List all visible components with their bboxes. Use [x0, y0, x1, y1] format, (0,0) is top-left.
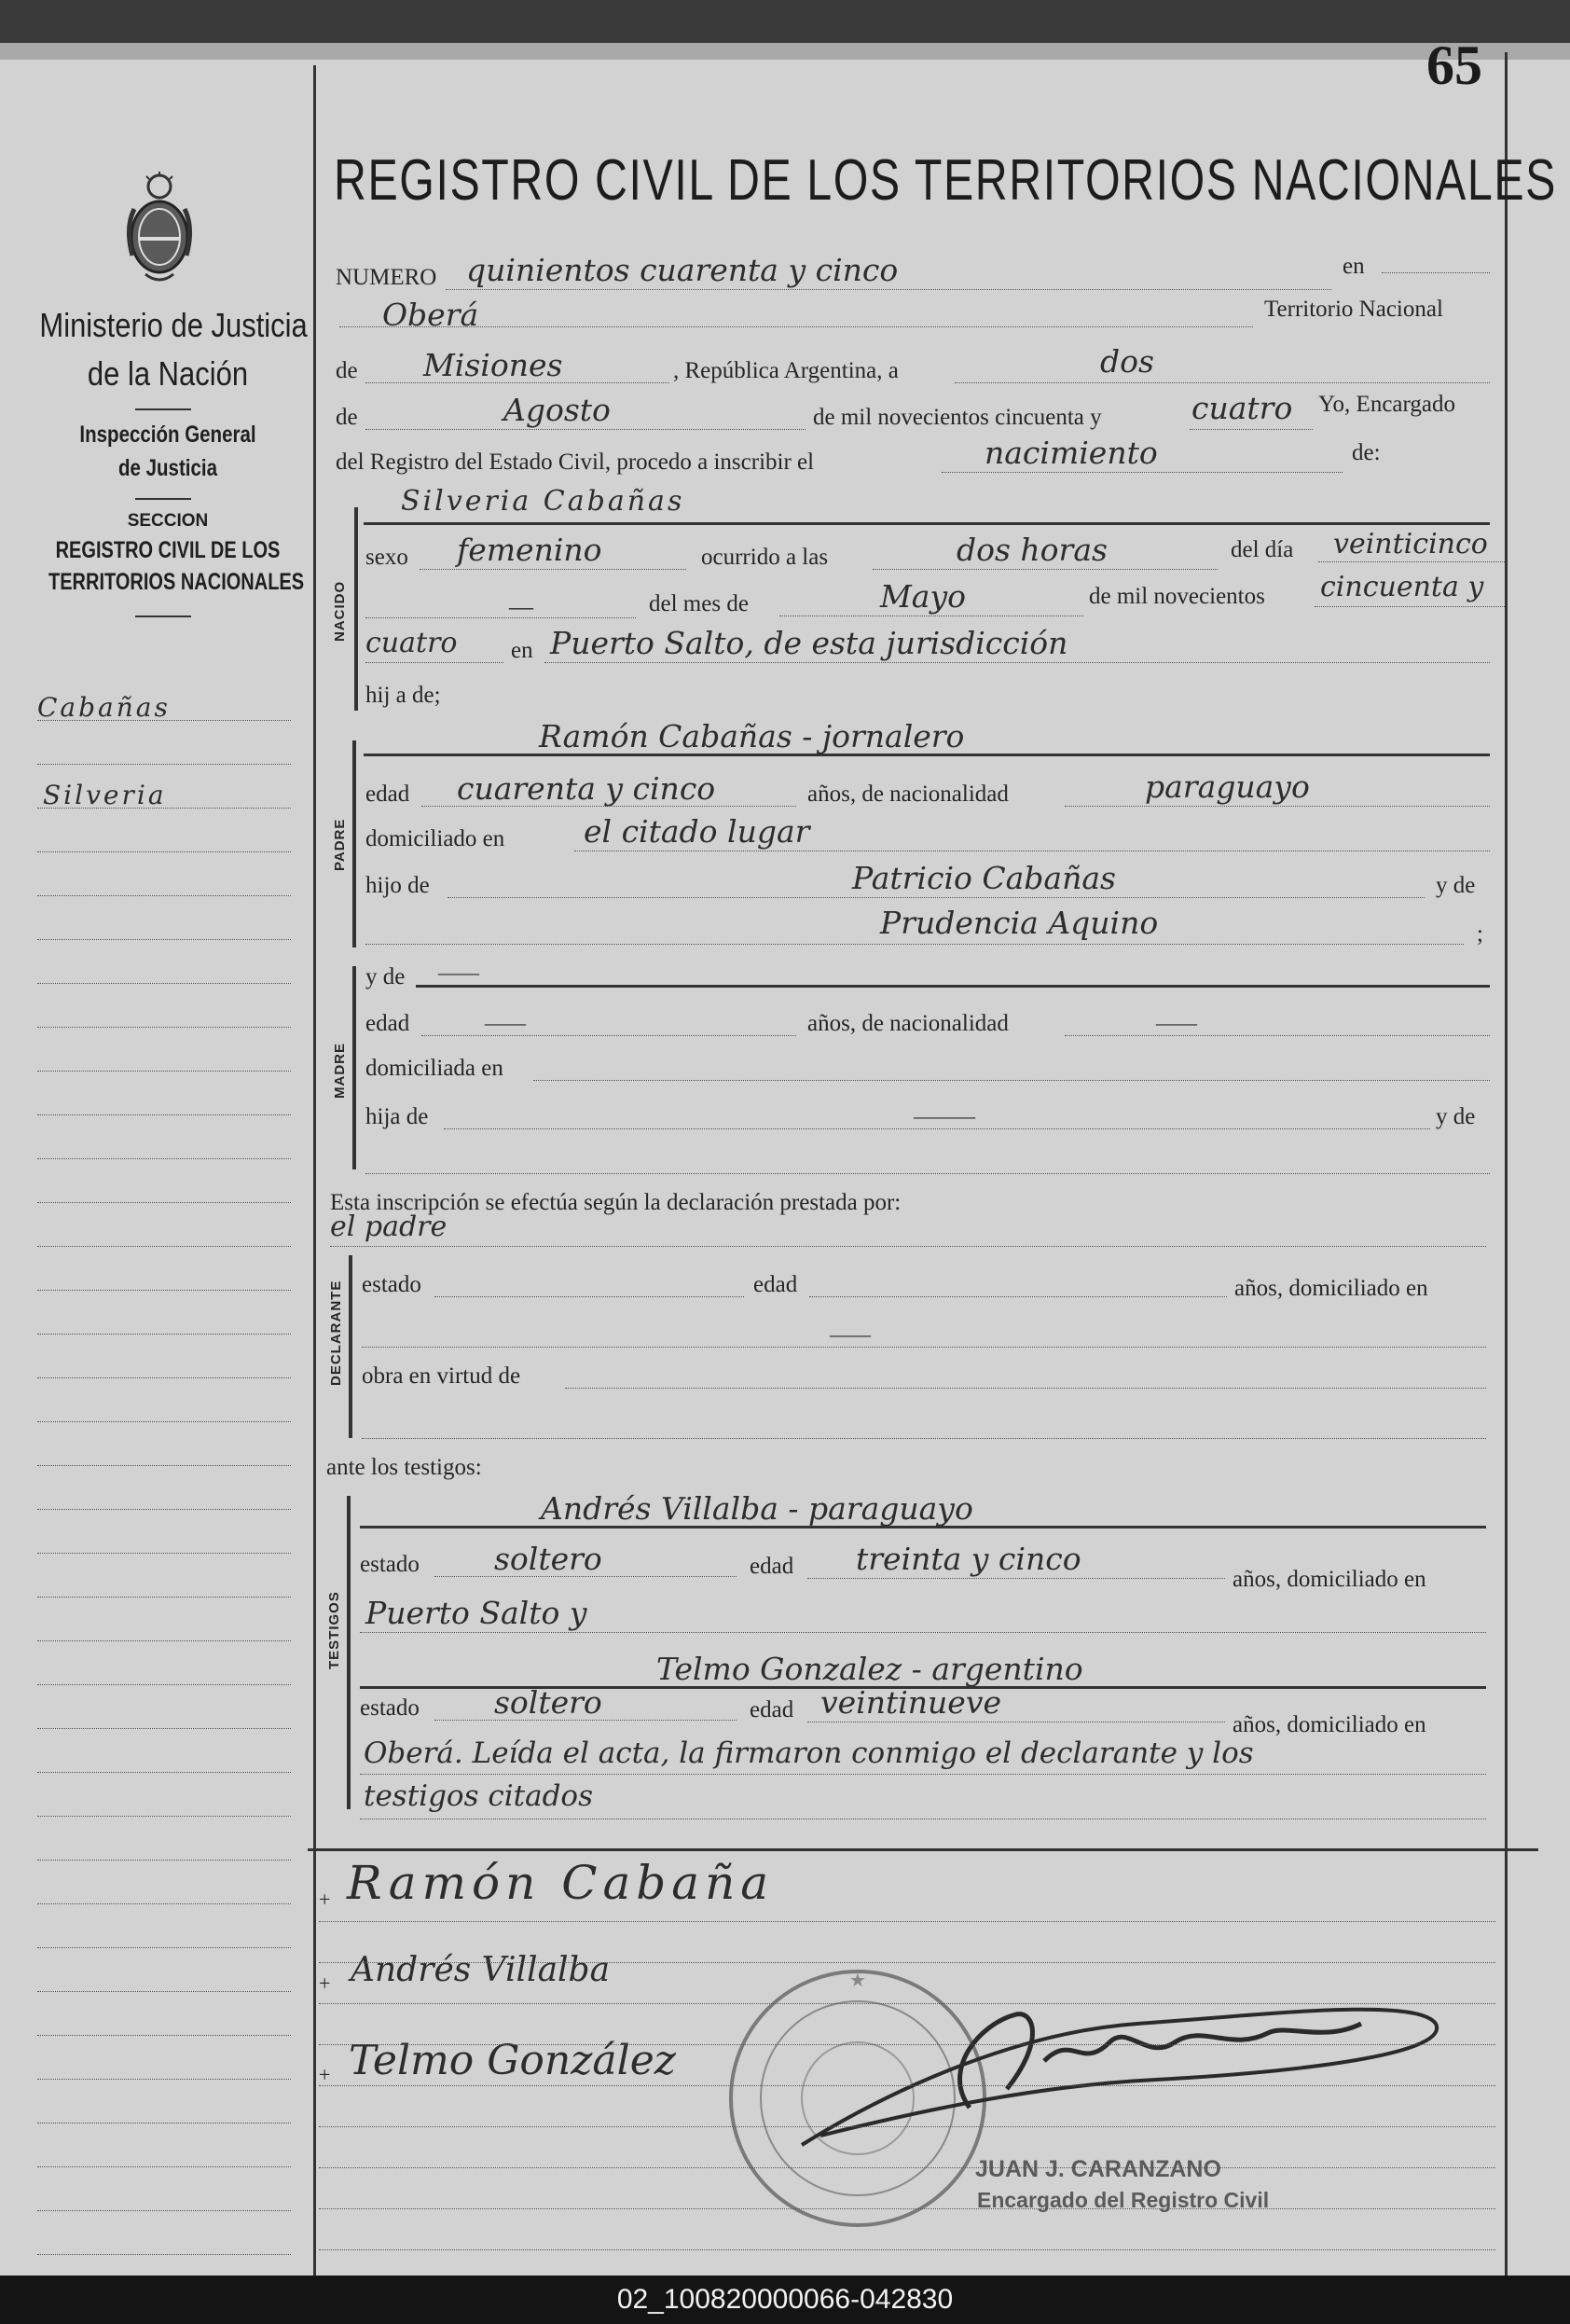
padre-label: PADRE: [332, 818, 348, 871]
dia-nac-value: veinticinco: [1333, 528, 1488, 560]
scan-identifier: 02_100820000066-042830: [0, 2276, 1570, 2324]
sidebar-ruled-line: [37, 2166, 291, 2167]
edad-label: edad: [365, 782, 410, 807]
madre-edad-line: [421, 1035, 796, 1036]
sexo-label: sexo: [365, 545, 408, 570]
signature-mark: +: [319, 2063, 331, 2086]
estado-label-3: estado: [360, 1695, 420, 1721]
padre-bracket: [352, 740, 356, 948]
yo-encargado-label: Yo, Encargado: [1318, 392, 1455, 417]
sidebar-rule: [135, 498, 191, 500]
sidebar-ruled-line: [37, 1860, 291, 1861]
sidebar-ruled-line: [37, 720, 291, 721]
anio-acta-value: cuatro: [1191, 390, 1293, 426]
anio-nac-line: [1315, 606, 1505, 607]
del-dia-label: del día: [1231, 537, 1294, 562]
testigo1-edad-value: treinta y cinco: [856, 1541, 1081, 1577]
en-label-2: en: [511, 638, 533, 663]
cierre-value-2: testigos citados: [364, 1779, 593, 1813]
sidebar-ruled-line: [37, 1728, 291, 1729]
mes-acta-line: [365, 429, 806, 430]
page-title: REGISTRO CIVIL DE LOS TERRITORIOS NACIONALES: [334, 148, 1557, 213]
edad-label-4: edad: [750, 1554, 794, 1579]
dash-mark: ——: [485, 1011, 526, 1034]
nacido-label: NACIDO: [332, 580, 348, 642]
sidebar-ruled-line: [37, 1772, 291, 1773]
testigo1-domicilio-line: [360, 1632, 1486, 1633]
territorio-label: Territorio Nacional: [1264, 297, 1443, 322]
sidebar-ruled-line: [37, 1071, 291, 1072]
dash-mark: ——: [830, 1322, 871, 1346]
dash-mark: ——: [1156, 1011, 1197, 1034]
del-mes-label: del mes de: [649, 591, 749, 616]
sidebar-ruled-line: [37, 1246, 291, 1247]
sidebar-ruled-line: [37, 1947, 291, 1948]
sidebar-ruled-line: [37, 1421, 291, 1422]
sidebar-ruled-line: [37, 1465, 291, 1466]
madre-padres-line-2: [365, 1173, 1490, 1174]
abuela-value: Prudencia Aquino: [880, 905, 1159, 941]
hora-line: [873, 569, 1218, 570]
signature-ruled-line: [319, 2044, 1495, 2045]
hora-value: dos horas: [957, 532, 1108, 568]
edad-label-3: edad: [753, 1272, 798, 1297]
declarante-side-label: DECLARANTE: [328, 1280, 344, 1386]
mil-novecientos-label: de mil novecientos cincuenta y: [813, 405, 1102, 430]
sidebar-ruled-line: [37, 1684, 291, 1685]
lugar-value: Puerto Salto, de esta jurisdicción: [550, 625, 1068, 661]
sidebar-ruled-line: [37, 1377, 291, 1378]
signature-mark: +: [319, 1971, 331, 1995]
ante-testigos-label: ante los testigos:: [326, 1455, 482, 1480]
dia-nac-line-2: [365, 617, 636, 618]
declarante-line: [330, 1246, 1486, 1247]
right-border: [1505, 52, 1508, 2276]
sidebar-ruled-line: [37, 851, 291, 852]
sidebar-ruled-line: [37, 808, 291, 809]
dia-nac-line: [1318, 561, 1505, 562]
testigos-bracket: [347, 1496, 351, 1809]
sidebar-ruled-line: [37, 1903, 291, 1904]
de-mil-novecientos-label: de mil novecientos: [1089, 584, 1265, 609]
padre-domicilio-value: el citado lugar: [584, 813, 810, 850]
sidebar-ruled-line: [37, 895, 291, 896]
page-number: 65: [1426, 35, 1482, 96]
en-label: en: [1343, 254, 1365, 279]
sidebar-ruled-line: [37, 1114, 291, 1115]
official-signature-icon: [764, 1958, 1454, 2164]
declarante-value: el padre: [330, 1210, 448, 1243]
anio-acta-line: [1190, 429, 1313, 430]
inspection-name: Inspección General: [79, 422, 256, 448]
testigo1-estado-value: soltero: [494, 1541, 602, 1577]
anio-nac-value-2: cuatro: [365, 627, 458, 659]
mes-nac-value: Mayo: [880, 578, 966, 615]
ocurrido-label: ocurrido a las: [701, 545, 829, 570]
abuela-line: [365, 944, 1464, 945]
y-de-label-3: y de: [1436, 1104, 1476, 1129]
section-name-2: TERRITORIOS NACIONALES: [48, 569, 305, 595]
y-de-label: y de: [1436, 873, 1476, 898]
sidebar-ruled-line: [37, 1290, 291, 1291]
y-de-label-2: y de: [365, 964, 406, 989]
official-title: Encargado del Registro Civil: [977, 2188, 1270, 2212]
domiciliada-label: domiciliada en: [365, 1056, 503, 1081]
semicolon-mark: ;: [1477, 921, 1483, 947]
sidebar-ruled-line: [37, 2035, 291, 2036]
madre-domicilio-line: [533, 1080, 1490, 1081]
declarante-bracket: [349, 1255, 352, 1438]
anos-domiciliado-label-2: años, domiciliado en: [1233, 1567, 1426, 1592]
padre-edad-value: cuarenta y cinco: [457, 770, 716, 807]
signature-ruled-line: [319, 1921, 1495, 1922]
padre-nombre-value: Ramón Cabañas - jornalero: [539, 718, 965, 754]
signature-father: Ramón Cabaña: [347, 1856, 775, 1910]
de2-label: de: [336, 405, 358, 430]
sidebar-ruled-line: [37, 983, 291, 984]
de-colon-label: de:: [1352, 440, 1381, 465]
edad-label-5: edad: [750, 1697, 794, 1722]
numero-value: quinientos cuarenta y cinco: [466, 252, 899, 288]
testigo1-domicilio-value: Puerto Salto y: [365, 1595, 587, 1631]
sidebar-ruled-line: [37, 1991, 291, 1992]
hij-a-de-label: hij a de;: [365, 683, 441, 708]
abuelo-line: [448, 897, 1425, 898]
madre-nombre-line: [416, 985, 1490, 988]
declarante-estado-line: [434, 1296, 744, 1297]
signature-ruled-line: [319, 2085, 1495, 2086]
dash-mark: —: [509, 593, 533, 620]
acto-value: nacimiento: [985, 435, 1158, 471]
sidebar-ruled-line: [37, 764, 291, 765]
dash-mark: ——: [438, 961, 479, 984]
section-name: REGISTRO CIVIL DE LOS: [55, 537, 281, 563]
cierre-line: [360, 1774, 1486, 1775]
en-line: [1382, 272, 1490, 273]
sidebar-ruled-line: [37, 1158, 291, 1159]
sexo-value: femenino: [457, 532, 602, 568]
obra-line: [565, 1388, 1486, 1389]
localidad-value: Oberá: [382, 297, 479, 333]
abuelo-value: Patricio Cabañas: [852, 860, 1116, 896]
estado-label-2: estado: [360, 1552, 420, 1577]
obra-line-2: [362, 1438, 1486, 1439]
signature-ruled-line: [319, 2249, 1495, 2250]
nombre-value: Silveria Cabañas: [401, 485, 685, 518]
sidebar-surname: Cabañas: [37, 692, 171, 723]
sidebar-ruled-line: [37, 1553, 291, 1554]
official-name: JUAN J. CARANZANO: [975, 2156, 1221, 2182]
signature-ruled-line: [319, 2167, 1495, 2168]
nombre-line: [364, 522, 1490, 525]
sidebar-ruled-line: [37, 1509, 291, 1510]
testigo1-value: Andrés Villalba - paraguayo: [541, 1490, 973, 1527]
territorio-value: Misiones: [423, 347, 563, 383]
nacido-bracket: [354, 507, 358, 711]
madre-bracket: [352, 966, 356, 1169]
ministry-name-2: de la Nación: [87, 354, 249, 393]
sidebar-ruled-line: [37, 1597, 291, 1598]
scan-top-edge: [0, 0, 1570, 43]
domiciliado-label: domiciliado en: [365, 826, 505, 851]
declarante-edad-line: [809, 1296, 1227, 1297]
padre-nacionalidad-value: paraguayo: [1145, 768, 1310, 805]
sidebar-ruled-line: [37, 1640, 291, 1641]
anos-domiciliado-label: años, domiciliado en: [1234, 1276, 1428, 1301]
signature-ruled-line: [319, 1962, 1495, 1963]
signature-ruled-line: [319, 2208, 1495, 2209]
sidebar-ruled-line: [37, 2210, 291, 2211]
ministry-name: Ministerio de Justicia: [39, 306, 308, 344]
scan-top-shadow: [0, 43, 1570, 60]
cierre-value: Oberá. Leída el acta, la firmaron conmigo el declarante y los: [364, 1736, 1254, 1770]
sidebar-rule: [135, 616, 191, 617]
sidebar-rule: [135, 408, 191, 410]
sidebar-ruled-line: [37, 2254, 291, 2255]
acto-line: [942, 472, 1343, 473]
margin-divider: [313, 65, 316, 2276]
hija-de-label: hija de: [365, 1104, 429, 1129]
de-label: de: [336, 358, 358, 383]
madre-label: MADRE: [332, 1043, 348, 1099]
dia-acta-value: dos: [1100, 343, 1154, 380]
dia-acta-line: [955, 382, 1490, 383]
testigo2-estado-value: soltero: [494, 1684, 602, 1721]
dash-mark: ———: [914, 1104, 975, 1127]
signature-ruled-line: [319, 2126, 1495, 2127]
mes-acta-value: Agosto: [503, 392, 611, 428]
testigo1-edad-line: [807, 1578, 1225, 1579]
sidebar-ruled-line: [37, 1027, 291, 1028]
republica-label: , República Argentina, a: [673, 358, 899, 383]
section-label: SECCION: [127, 511, 209, 531]
del-registro-label: del Registro del Estado Civil, procedo a inscribir el: [336, 450, 815, 475]
madre-padres-line: [444, 1128, 1430, 1129]
edad-label-2: edad: [365, 1011, 410, 1036]
signature-section-divider: [308, 1848, 1538, 1851]
sidebar-ruled-line: [37, 939, 291, 940]
sidebar-ruled-line: [37, 2079, 291, 2080]
anos-nacionalidad-label: años, de nacionalidad: [807, 782, 1009, 807]
lugar-line: [544, 662, 1490, 663]
madre-nacionalidad-line: [1065, 1035, 1490, 1036]
anos-nacionalidad-label-2: años, de nacionalidad: [807, 1011, 1009, 1036]
testigo2-value: Telmo Gonzalez - argentino: [656, 1651, 1083, 1687]
padre-nacionalidad-line: [1065, 806, 1490, 807]
numero-label: NUMERO: [336, 265, 437, 290]
coat-of-arms-icon: [119, 172, 200, 291]
anio-nac-value: cincuenta y: [1320, 571, 1484, 603]
signature-ruled-line: [319, 2003, 1495, 2004]
signature-mark: +: [319, 1888, 331, 1911]
anos-domiciliado-label-3: años, domiciliado en: [1233, 1712, 1426, 1737]
obra-label: obra en virtud de: [362, 1363, 521, 1389]
declarante-domicilio-line: [362, 1347, 1486, 1348]
sidebar-ruled-line: [37, 1202, 291, 1203]
svg-text:★: ★: [849, 1971, 866, 1991]
signature-witness-2: Telmo González: [349, 2037, 676, 2084]
testigos-side-label: TESTIGOS: [326, 1591, 342, 1669]
sidebar-ruled-line: [37, 1334, 291, 1335]
hijo-de-label: hijo de: [365, 873, 430, 898]
testigo2-edad-value: veintinueve: [820, 1684, 1002, 1721]
signature-witness-1: Andrés Villalba: [351, 1951, 611, 1989]
numero-line: [446, 289, 1331, 290]
sexo-line: [420, 569, 686, 570]
estado-label: estado: [362, 1272, 421, 1297]
sidebar-ruled-line: [37, 1816, 291, 1817]
anio-nac-line-2: [365, 662, 503, 663]
inspection-name-2: de Justicia: [118, 455, 217, 481]
sidebar-given-name: Silveria: [43, 780, 167, 810]
inscripcion-label: Esta inscripción se efectúa según la declaración prestada por:: [330, 1190, 902, 1215]
